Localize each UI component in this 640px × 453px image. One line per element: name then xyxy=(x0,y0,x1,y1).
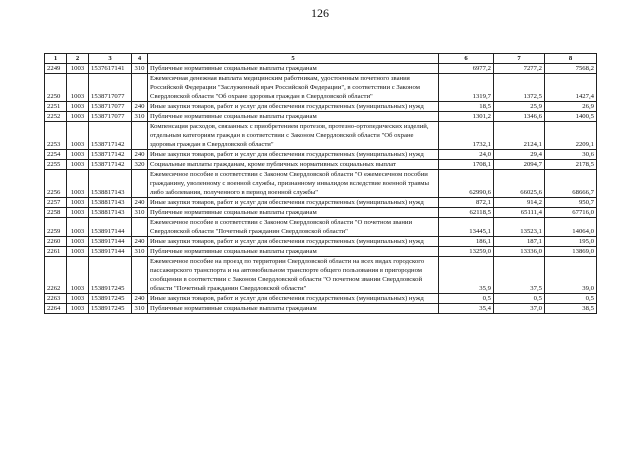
row-number-cell: 2264 xyxy=(45,304,67,314)
table-row xyxy=(45,112,597,122)
description-cell: Иные закупки товаров, работ и услуг для обеспечения государственных (муниципальных) нужд xyxy=(148,237,439,247)
amount-year2-cell: 2124,1 xyxy=(494,122,545,150)
target-article-cell: 1538917245 xyxy=(89,294,132,304)
row-number-cell: 2258 xyxy=(45,208,67,218)
expense-type-cell xyxy=(132,257,148,294)
row-number-cell: 2263 xyxy=(45,294,67,304)
description-cell: Публичные нормативные социальные выплаты гражданам xyxy=(148,208,439,218)
amount-year2-cell: 13523,1 xyxy=(494,218,545,237)
header-cell: 8 xyxy=(545,54,597,64)
amount-year2-cell: 13336,0 xyxy=(494,247,545,257)
target-article-cell: 1538917245 xyxy=(89,304,132,314)
expense-type-cell: 240 xyxy=(132,198,148,208)
amount-year1-cell: 1301,2 xyxy=(439,112,494,122)
amount-year3-cell: 30,6 xyxy=(545,150,597,160)
row-number-cell: 2260 xyxy=(45,237,67,247)
header-cell: 1 xyxy=(45,54,67,64)
amount-year1-cell: 35,9 xyxy=(439,257,494,294)
target-article-cell: 1538717077 xyxy=(89,102,132,112)
table-row xyxy=(45,218,597,237)
budget-table xyxy=(44,53,597,314)
table-row xyxy=(45,122,597,150)
page-number: 126 xyxy=(311,6,329,20)
description-cell: Ежемесячное пособие в соответствии с Законом Свердловской области "О почетном звании Свердловской области "Почетный гражданин Свердловской области" xyxy=(148,218,439,237)
row-number-cell: 2255 xyxy=(45,160,67,170)
target-article-cell: 1537617141 xyxy=(89,64,132,74)
amount-year2-cell: 187,1 xyxy=(494,237,545,247)
table-row xyxy=(45,294,597,304)
amount-year2-cell: 65111,4 xyxy=(494,208,545,218)
amount-year1-cell: 1319,7 xyxy=(439,74,494,102)
section-code-cell: 1003 xyxy=(67,170,89,198)
amount-year3-cell: 950,7 xyxy=(545,198,597,208)
amount-year1-cell: 62990,6 xyxy=(439,170,494,198)
amount-year3-cell: 2178,5 xyxy=(545,160,597,170)
expense-type-cell: 310 xyxy=(132,208,148,218)
amount-year3-cell: 26,9 xyxy=(545,102,597,112)
table-header-row xyxy=(45,54,597,64)
amount-year2-cell: 29,4 xyxy=(494,150,545,160)
section-code-cell: 1003 xyxy=(67,198,89,208)
description-cell: Публичные нормативные социальные выплаты гражданам xyxy=(148,304,439,314)
amount-year2-cell: 914,2 xyxy=(494,198,545,208)
amount-year3-cell: 195,0 xyxy=(545,237,597,247)
amount-year1-cell: 1708,1 xyxy=(439,160,494,170)
expense-type-cell: 240 xyxy=(132,237,148,247)
section-code-cell: 1003 xyxy=(67,64,89,74)
amount-year3-cell: 67716,0 xyxy=(545,208,597,218)
table-row xyxy=(45,170,597,198)
target-article-cell: 1538917144 xyxy=(89,237,132,247)
table-row xyxy=(45,237,597,247)
description-cell: Ежемесячная денежная выплата медицинским работникам, удостоенным почетного звания Российской Федерации "Заслуженный врач Российской Федерации", в соответствии с Законом Свердловской области "Об охране здоровья граждан в Свердловской области" xyxy=(148,74,439,102)
section-code-cell: 1003 xyxy=(67,237,89,247)
table-row xyxy=(45,150,597,160)
expense-type-cell: 320 xyxy=(132,160,148,170)
target-article-cell: 1538717142 xyxy=(89,150,132,160)
row-number-cell: 2256 xyxy=(45,170,67,198)
target-article-cell: 1538817143 xyxy=(89,170,132,198)
header-cell: 7 xyxy=(494,54,545,64)
header-cell: 4 xyxy=(132,54,148,64)
table-row xyxy=(45,198,597,208)
amount-year1-cell: 13445,1 xyxy=(439,218,494,237)
header-cell: 2 xyxy=(67,54,89,64)
amount-year1-cell: 62118,5 xyxy=(439,208,494,218)
amount-year2-cell: 37,0 xyxy=(494,304,545,314)
amount-year1-cell: 13259,0 xyxy=(439,247,494,257)
section-code-cell: 1003 xyxy=(67,257,89,294)
description-cell: Ежемесячное пособие на проезд по территории Свердловской области на всех видах городского пассажирского транспорта и на автомобильном транспорте общего пользования в пригородном сообщении в соответствии с Законом Свердловской области "О почетном звании Свердловской области "Почетный гражданин Свердловской области" xyxy=(148,257,439,294)
table-row xyxy=(45,160,597,170)
expense-type-cell: 240 xyxy=(132,150,148,160)
amount-year1-cell: 18,5 xyxy=(439,102,494,112)
section-code-cell: 1003 xyxy=(67,247,89,257)
expense-type-cell xyxy=(132,74,148,102)
row-number-cell: 2261 xyxy=(45,247,67,257)
target-article-cell: 1538917245 xyxy=(89,257,132,294)
row-number-cell: 2251 xyxy=(45,102,67,112)
description-cell: Публичные нормативные социальные выплаты гражданам xyxy=(148,112,439,122)
section-code-cell: 1003 xyxy=(67,160,89,170)
row-number-cell: 2257 xyxy=(45,198,67,208)
section-code-cell: 1003 xyxy=(67,304,89,314)
amount-year2-cell: 7277,2 xyxy=(494,64,545,74)
amount-year3-cell: 1400,5 xyxy=(545,112,597,122)
description-cell: Компенсация расходов, связанных с приобретением протезов, протезно-ортопедических изделий, отдельным категориям граждан в соответствии с Законом Свердловской области "Об охране здоровья граждан в Свердловской области" xyxy=(148,122,439,150)
target-article-cell: 1538717077 xyxy=(89,112,132,122)
description-cell: Иные закупки товаров, работ и услуг для обеспечения государственных (муниципальных) нужд xyxy=(148,102,439,112)
table-row xyxy=(45,102,597,112)
amount-year2-cell: 66025,6 xyxy=(494,170,545,198)
amount-year1-cell: 24,0 xyxy=(439,150,494,160)
expense-type-cell: 240 xyxy=(132,294,148,304)
section-code-cell: 1003 xyxy=(67,208,89,218)
description-cell: Иные закупки товаров, работ и услуг для обеспечения государственных (муниципальных) нужд xyxy=(148,198,439,208)
expense-type-cell: 310 xyxy=(132,64,148,74)
header-cell: 3 xyxy=(89,54,132,64)
amount-year3-cell: 13869,0 xyxy=(545,247,597,257)
amount-year1-cell: 0,5 xyxy=(439,294,494,304)
amount-year2-cell: 37,5 xyxy=(494,257,545,294)
row-number-cell: 2253 xyxy=(45,122,67,150)
table-row xyxy=(45,257,597,294)
expense-type-cell xyxy=(132,218,148,237)
header-cell: 5 xyxy=(148,54,439,64)
amount-year1-cell: 6977,2 xyxy=(439,64,494,74)
row-number-cell: 2259 xyxy=(45,218,67,237)
description-cell: Иные закупки товаров, работ и услуг для обеспечения государственных (муниципальных) нужд xyxy=(148,294,439,304)
table-row xyxy=(45,304,597,314)
amount-year3-cell: 0,5 xyxy=(545,294,597,304)
section-code-cell: 1003 xyxy=(67,294,89,304)
description-cell: Публичные нормативные социальные выплаты гражданам xyxy=(148,247,439,257)
amount-year2-cell: 1346,6 xyxy=(494,112,545,122)
row-number-cell: 2262 xyxy=(45,257,67,294)
table-row xyxy=(45,64,597,74)
target-article-cell: 1538817143 xyxy=(89,198,132,208)
row-number-cell: 2254 xyxy=(45,150,67,160)
header-cell: 6 xyxy=(439,54,494,64)
amount-year1-cell: 35,4 xyxy=(439,304,494,314)
table-row xyxy=(45,247,597,257)
expense-type-cell: 310 xyxy=(132,247,148,257)
description-cell: Публичные нормативные социальные выплаты гражданам xyxy=(148,64,439,74)
target-article-cell: 1538817143 xyxy=(89,208,132,218)
target-article-cell: 1538917144 xyxy=(89,218,132,237)
amount-year2-cell: 0,5 xyxy=(494,294,545,304)
description-cell: Иные закупки товаров, работ и услуг для обеспечения государственных (муниципальных) нужд xyxy=(148,150,439,160)
target-article-cell: 1538717142 xyxy=(89,122,132,150)
section-code-cell: 1003 xyxy=(67,150,89,160)
section-code-cell: 1003 xyxy=(67,218,89,237)
expense-type-cell: 310 xyxy=(132,304,148,314)
section-code-cell: 1003 xyxy=(67,122,89,150)
section-code-cell: 1003 xyxy=(67,112,89,122)
amount-year3-cell: 1427,4 xyxy=(545,74,597,102)
amount-year2-cell: 2094,7 xyxy=(494,160,545,170)
amount-year3-cell: 68666,7 xyxy=(545,170,597,198)
table-row xyxy=(45,74,597,102)
amount-year3-cell: 7568,2 xyxy=(545,64,597,74)
expense-type-cell: 240 xyxy=(132,102,148,112)
row-number-cell: 2250 xyxy=(45,74,67,102)
amount-year2-cell: 1372,5 xyxy=(494,74,545,102)
expense-type-cell xyxy=(132,122,148,150)
amount-year3-cell: 38,5 xyxy=(545,304,597,314)
row-number-cell: 2249 xyxy=(45,64,67,74)
description-cell: Ежемесячное пособие в соответствии с Законом Свердловской области "О ежемесячном пособии гражданину, уволенному с военной службы, признанному инвалидом вследствие военной травмы либо заболевания, полученного в период военной службы" xyxy=(148,170,439,198)
amount-year1-cell: 1732,1 xyxy=(439,122,494,150)
target-article-cell: 1538717142 xyxy=(89,160,132,170)
amount-year3-cell: 2209,1 xyxy=(545,122,597,150)
amount-year3-cell: 14064,0 xyxy=(545,218,597,237)
row-number-cell: 2252 xyxy=(45,112,67,122)
section-code-cell: 1003 xyxy=(67,102,89,112)
target-article-cell: 1538717077 xyxy=(89,74,132,102)
amount-year3-cell: 39,0 xyxy=(545,257,597,294)
description-cell: Социальные выплаты гражданам, кроме публичных нормативных социальных выплат xyxy=(148,160,439,170)
table-row xyxy=(45,208,597,218)
expense-type-cell: 310 xyxy=(132,112,148,122)
amount-year1-cell: 872,1 xyxy=(439,198,494,208)
expense-type-cell xyxy=(132,170,148,198)
amount-year2-cell: 25,9 xyxy=(494,102,545,112)
section-code-cell: 1003 xyxy=(67,74,89,102)
amount-year1-cell: 186,1 xyxy=(439,237,494,247)
target-article-cell: 1538917144 xyxy=(89,247,132,257)
